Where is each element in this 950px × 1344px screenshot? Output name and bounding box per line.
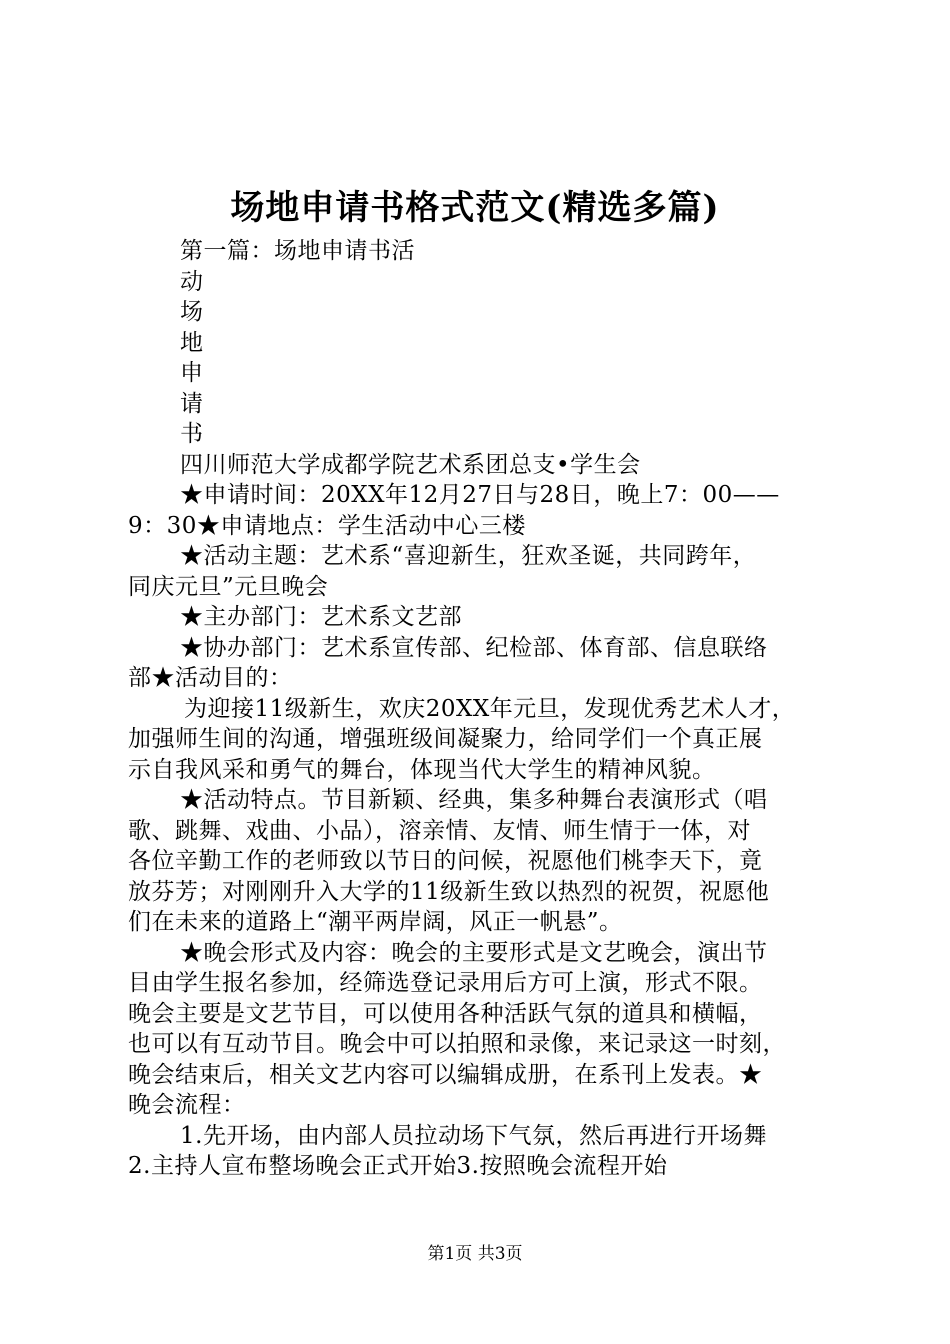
text-line: 同庆元旦”元旦晚会 [128,573,329,600]
text-line: 歌、跳舞、戏曲、小品），溶亲情、友情、师生情于一体，对 [128,817,751,844]
text-line: ★申请时间：20XX年12月27日与28日，晚上7：00—— [180,482,780,508]
text-line: 目由学生报名参加，经筛选登记录用后方可上演，形式不限。 [128,970,763,996]
document-title: 场地申请书格式范文(精选多篇) [230,188,720,228]
text-line: 地 [180,329,204,356]
text-line: 各位辛勤工作的老师致以节日的问候，祝愿他们桃李天下，竟 [128,848,763,874]
text-line: 也可以有互动节目。晚会中可以拍照和录像，来记录这一时刻， [128,1031,786,1057]
text-line: 加强师生间的沟通，增强班级间凝聚力，给同学们一个真正展 [128,726,763,752]
document-body [128,236,848,1182]
text-line: 四川师范大学成都学院艺术系团总支•学生会 [180,451,641,478]
text-line: 晚会主要是文艺节目，可以使用各种活跃气氛的道具和横幅， [128,1000,763,1027]
text-line: ★主办部门：艺术系文艺部 [180,604,462,630]
text-line: 2.主持人宣布整场晚会正式开始3.按照晚会流程开始 [128,1153,668,1179]
text-line: ★协办部门：艺术系宣传部、纪检部、体育部、信息联络 [180,634,768,661]
text-line: ★晚会形式及内容：晚会的主要形式是文艺晚会，演出节 [180,939,768,966]
text-line: 为迎接11级新生，欢庆20XX年元旦，发现优秀艺术人才， [184,695,796,722]
text-line: 部★活动目的： [128,665,293,691]
text-line: 放芬芳；对刚刚升入大学的11级新生致以热烈的祝贺，祝愿他 [128,878,770,905]
page-footer: 第1页 共3页 [427,1244,523,1264]
text-line: 动 [180,268,204,295]
text-line: 们在未来的道路上“潮平两岸阔，风正一帆悬”。 [128,909,623,935]
text-line: 书 [180,421,204,447]
text-line: 场 [180,299,204,325]
text-line: 晚会结束后，相关文艺内容可以编辑成册，在系刊上发表。★ [128,1061,763,1088]
text-line: 9：30★申请地点：学生活动中心三楼 [128,512,526,539]
text-line: 请 [180,390,204,417]
text-line: 1.先开场，由内部人员拉动场下气氛，然后再进行开场舞 [180,1122,767,1149]
text-line: ★活动特点。节目新颖、经典，集多种舞台表演形式（唱 [180,787,768,813]
text-line: 申 [180,360,204,386]
text-line: 示自我风采和勇气的舞台，体现当代大学生的精神风貌。 [128,756,716,783]
text-line: 晚会流程： [128,1092,246,1118]
text-line: 第一篇：场地申请书活 [180,238,415,264]
text-line: ★活动主题：艺术系“喜迎新生，狂欢圣诞，共同跨年， [180,543,757,569]
